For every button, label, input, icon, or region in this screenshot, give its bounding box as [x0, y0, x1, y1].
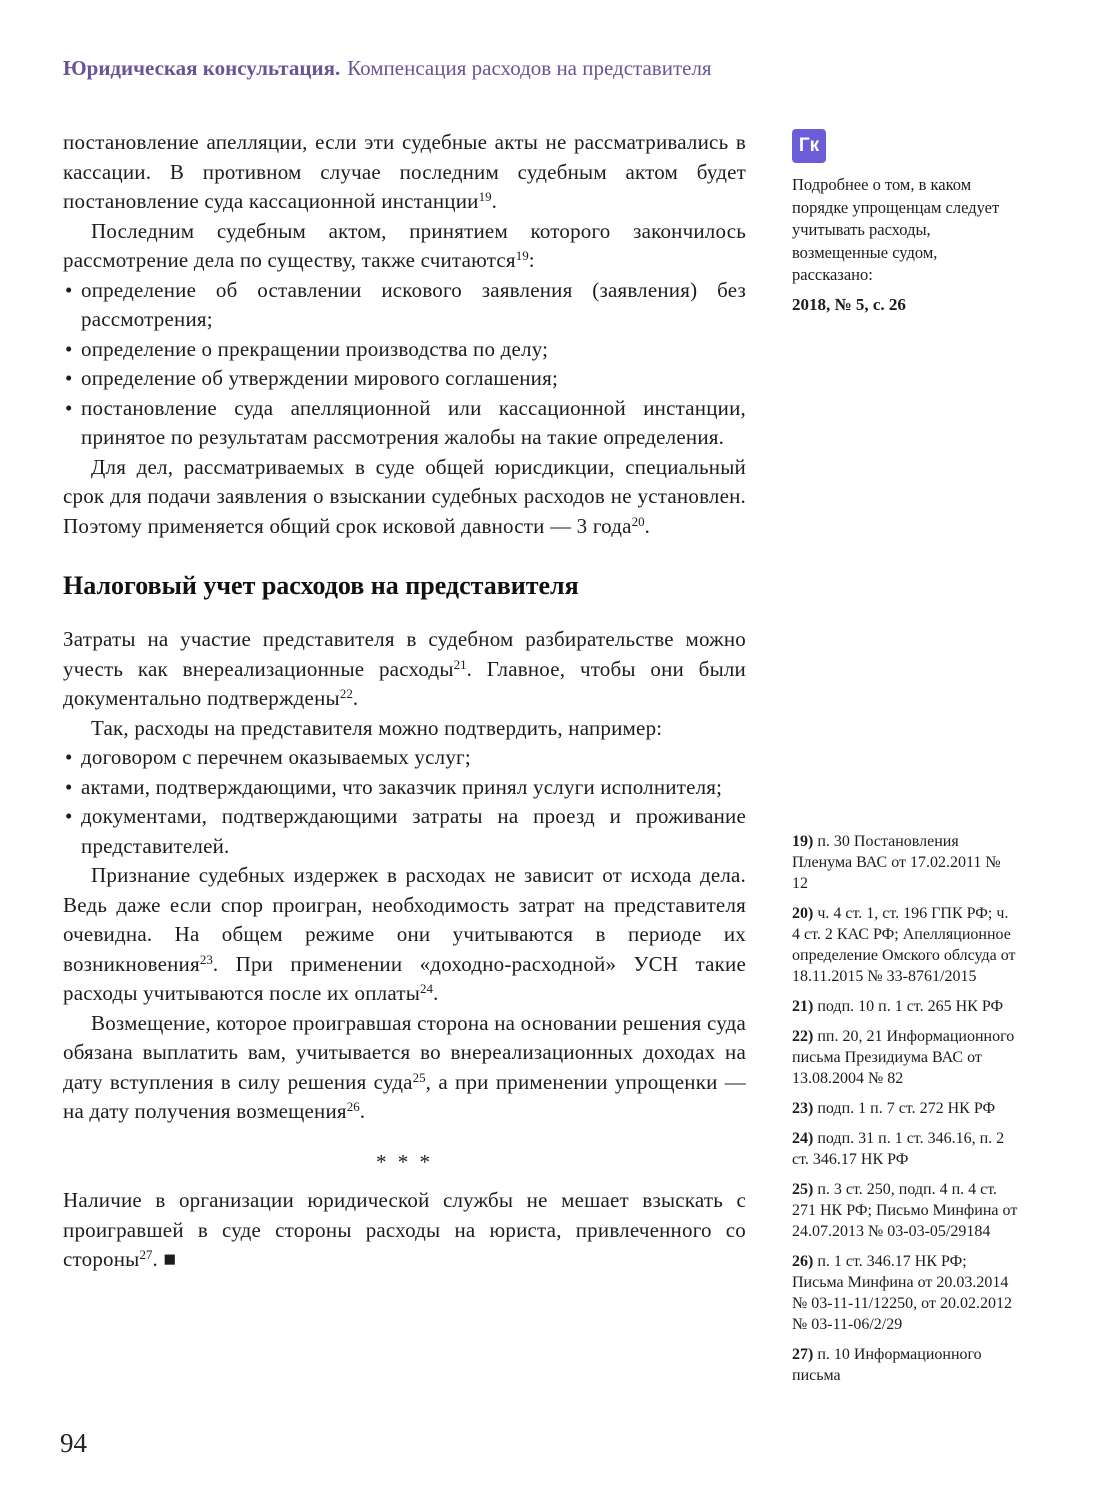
paragraph — [63, 625, 746, 714]
footnote-ref: 19 — [478, 189, 492, 204]
paragraph — [63, 714, 746, 744]
text-run: определение о прекращении производства по делу; — [81, 336, 549, 361]
footnote-item: 25) п. 3 ст. 250, подп. 4 п. 4 ст. 271 НК РФ; Письмо Минфина от 24.07.2013 № 03-03-05/29184 — [792, 1181, 1018, 1240]
sidebar-note-text: Подробнее о том, в каком порядке упрощенцам следует учитывать расходы, возмещенные судом, рассказано: — [792, 175, 1000, 284]
footnote-ref: 19 — [515, 248, 529, 263]
footnote-item: 23) подп. 1 п. 7 ст. 272 НК РФ — [792, 1100, 996, 1117]
text-run: Последним судебным актом, принятием которого закончилось рассмотрение дела по существу, также считаются — [63, 218, 746, 272]
text-run: . Главное, чтобы они были документально подтверждены — [63, 656, 746, 710]
text-run: постановление суда апелляционной или кассационной инстанции, принятое по результатам рассмотрения жалобы на такие определения. — [81, 395, 746, 449]
footnote-item: 22) пп. 20, 21 Информационного письма Президиума ВАС от 13.08.2004 № 82 — [792, 1028, 1015, 1087]
list-item-text — [81, 396, 746, 450]
bullet-marker: • — [65, 395, 73, 420]
text-run: . ■ — [152, 1247, 177, 1271]
list-item-text — [81, 775, 722, 799]
paragraph — [63, 453, 746, 542]
text-run: Наличие в организации юридической службы не мешает взыскать с проигравшей в суде стороны расходы на юриста, привлеченного со стороны — [63, 1188, 746, 1271]
footnote-number: 20) — [792, 905, 818, 922]
footnote-number: 23) — [792, 1100, 818, 1117]
footnote-item: 20) ч. 4 ст. 1, ст. 196 ГПК РФ; ч. 4 ст. 2 КАС РФ; Апелляционное определение Омского облсуда от 18.11.2015 № 33-8761/2015 — [792, 905, 1016, 985]
text-run: , а при применении упрощенки — на дату получения возмещения — [63, 1069, 746, 1123]
text-run: Для дел, рассматриваемых в суде общей юрисдикции, специальный срок для подачи заявления о взыскании судебных расходов не установлен. Поэтому применяется общий срок исковой давности — 3 года — [63, 454, 746, 538]
text-run: . — [491, 189, 498, 213]
footnote-number: 22) — [792, 1028, 818, 1045]
section-heading: Налоговый учет расходов на представителя — [63, 571, 579, 600]
footnote-item: 24) подп. 31 п. 1 ст. 346.16, п. 2 ст. 346.17 НК РФ — [792, 1130, 1005, 1168]
bullet-marker: • — [65, 277, 73, 302]
footnote-item: 21) подп. 10 п. 1 ст. 265 НК РФ — [792, 998, 1004, 1015]
page-header — [63, 56, 1053, 81]
footnote-ref: 24 — [420, 981, 434, 996]
list-item-text — [81, 278, 746, 332]
bullet-marker: • — [65, 336, 73, 361]
text-run: . — [359, 1099, 366, 1123]
list-item — [63, 394, 746, 453]
issue-reference: 2018, № 5, с. 26 — [792, 294, 906, 314]
footnote-ref: 20 — [631, 513, 645, 529]
footnote-number: 27) — [792, 1346, 818, 1363]
list-item — [63, 364, 746, 394]
paragraph — [63, 128, 746, 217]
footnote-ref: 25 — [412, 1069, 426, 1085]
text-run: Признание судебных издержек в расходах не зависит от исхода дела. Ведь даже если спор проигран, необходимость затрат на представителя очевидна. На общем режиме они учитываются в периоде их возникновения — [63, 863, 746, 976]
text-run: постановление апелляции, если эти судебные акты не рассматривались в кассации. В противном случае последним судебным актом будет постановление суда кассационной инстанции — [63, 130, 746, 213]
text-run: Так, расходы на представителя можно подтвердить, например: — [91, 715, 663, 740]
paragraph — [63, 1009, 746, 1127]
footnote-ref: 22 — [339, 686, 353, 701]
footnote-number: 24) — [792, 1130, 818, 1147]
footnote-ref: 27 — [139, 1247, 153, 1262]
bullet-marker: • — [65, 745, 73, 769]
article-body — [63, 128, 746, 1275]
text-run: договором с перечнем оказываемых услуг; — [81, 745, 471, 769]
rubric-label: Юридическая консультация. — [63, 56, 341, 80]
bullet-marker: • — [65, 804, 73, 828]
paragraph — [63, 217, 746, 276]
footnote-ref: 26 — [346, 1099, 360, 1114]
footnote-item: 19) п. 30 Постановления Пленума ВАС от 17.02.2011 № 12 — [792, 833, 1001, 892]
text-run: актами, подтверждающими, что заказчик принял услуги исполнителя; — [81, 774, 723, 799]
bullet-marker: • — [65, 774, 73, 799]
glavkniga-logo-icon — [792, 129, 826, 163]
list-item — [63, 335, 746, 365]
section-divider: * * * — [376, 1149, 433, 1174]
list-item-text — [81, 745, 471, 769]
footnote-number: 25) — [792, 1181, 818, 1198]
list-item — [63, 773, 746, 803]
paragraph — [63, 1186, 746, 1275]
list-item — [63, 276, 746, 335]
bullet-marker: • — [65, 366, 73, 390]
footnote-number: 21) — [792, 998, 818, 1015]
text-run: . При применении «доходно-расходной» УСН такие расходы учитываются после их оплаты — [63, 951, 746, 1005]
article-title: Компенсация расходов на представителя — [347, 56, 712, 80]
footnote-ref: 21 — [453, 656, 467, 672]
text-run: определение об оставлении искового заявления (заявления) без рассмотрения; — [81, 277, 746, 331]
text-run: : — [528, 248, 535, 272]
text-run: определение об утверждении мирового соглашения; — [81, 366, 559, 390]
bullet-list — [63, 276, 746, 453]
list-item-text — [81, 337, 548, 361]
list-item-text — [81, 804, 746, 858]
footnote-ref: 23 — [199, 951, 213, 967]
list-item-text — [81, 366, 558, 390]
text-run: . — [644, 513, 651, 538]
text-run: Затраты на участие представителя в судебном разбирательстве можно учесть как внереализационные расходы — [63, 627, 746, 681]
footnote-number: 19) — [792, 833, 818, 850]
footnote-item: 27) п. 10 Информационного письма — [792, 1346, 982, 1384]
bullet-list — [63, 743, 746, 861]
page-number: 94 — [60, 1428, 87, 1458]
text-run: документами, подтверждающими затраты на проезд и проживание представителей. — [81, 804, 746, 858]
list-item — [63, 743, 746, 773]
text-run: . — [433, 981, 439, 1005]
footnotes-column — [792, 831, 1020, 1395]
list-item — [63, 802, 746, 861]
sidebar-note — [792, 129, 1018, 316]
paragraph — [63, 861, 746, 1009]
text-run: Возмещение, которое проигравшая сторона на основании решения суда обязана выплатить вам, учитывается во внереализационных доходах на дату вступления в силу решения суда — [63, 1010, 746, 1094]
text-run: . — [352, 686, 359, 710]
footnote-item: 26) п. 1 ст. 346.17 НК РФ; Письма Минфина от 20.03.2014 № 03-11-11/12250, от 20.02.2012 № 03-11-06/2/29 — [792, 1253, 1012, 1333]
logo-letters: Гк — [798, 134, 820, 156]
footnote-number: 26) — [792, 1253, 818, 1270]
